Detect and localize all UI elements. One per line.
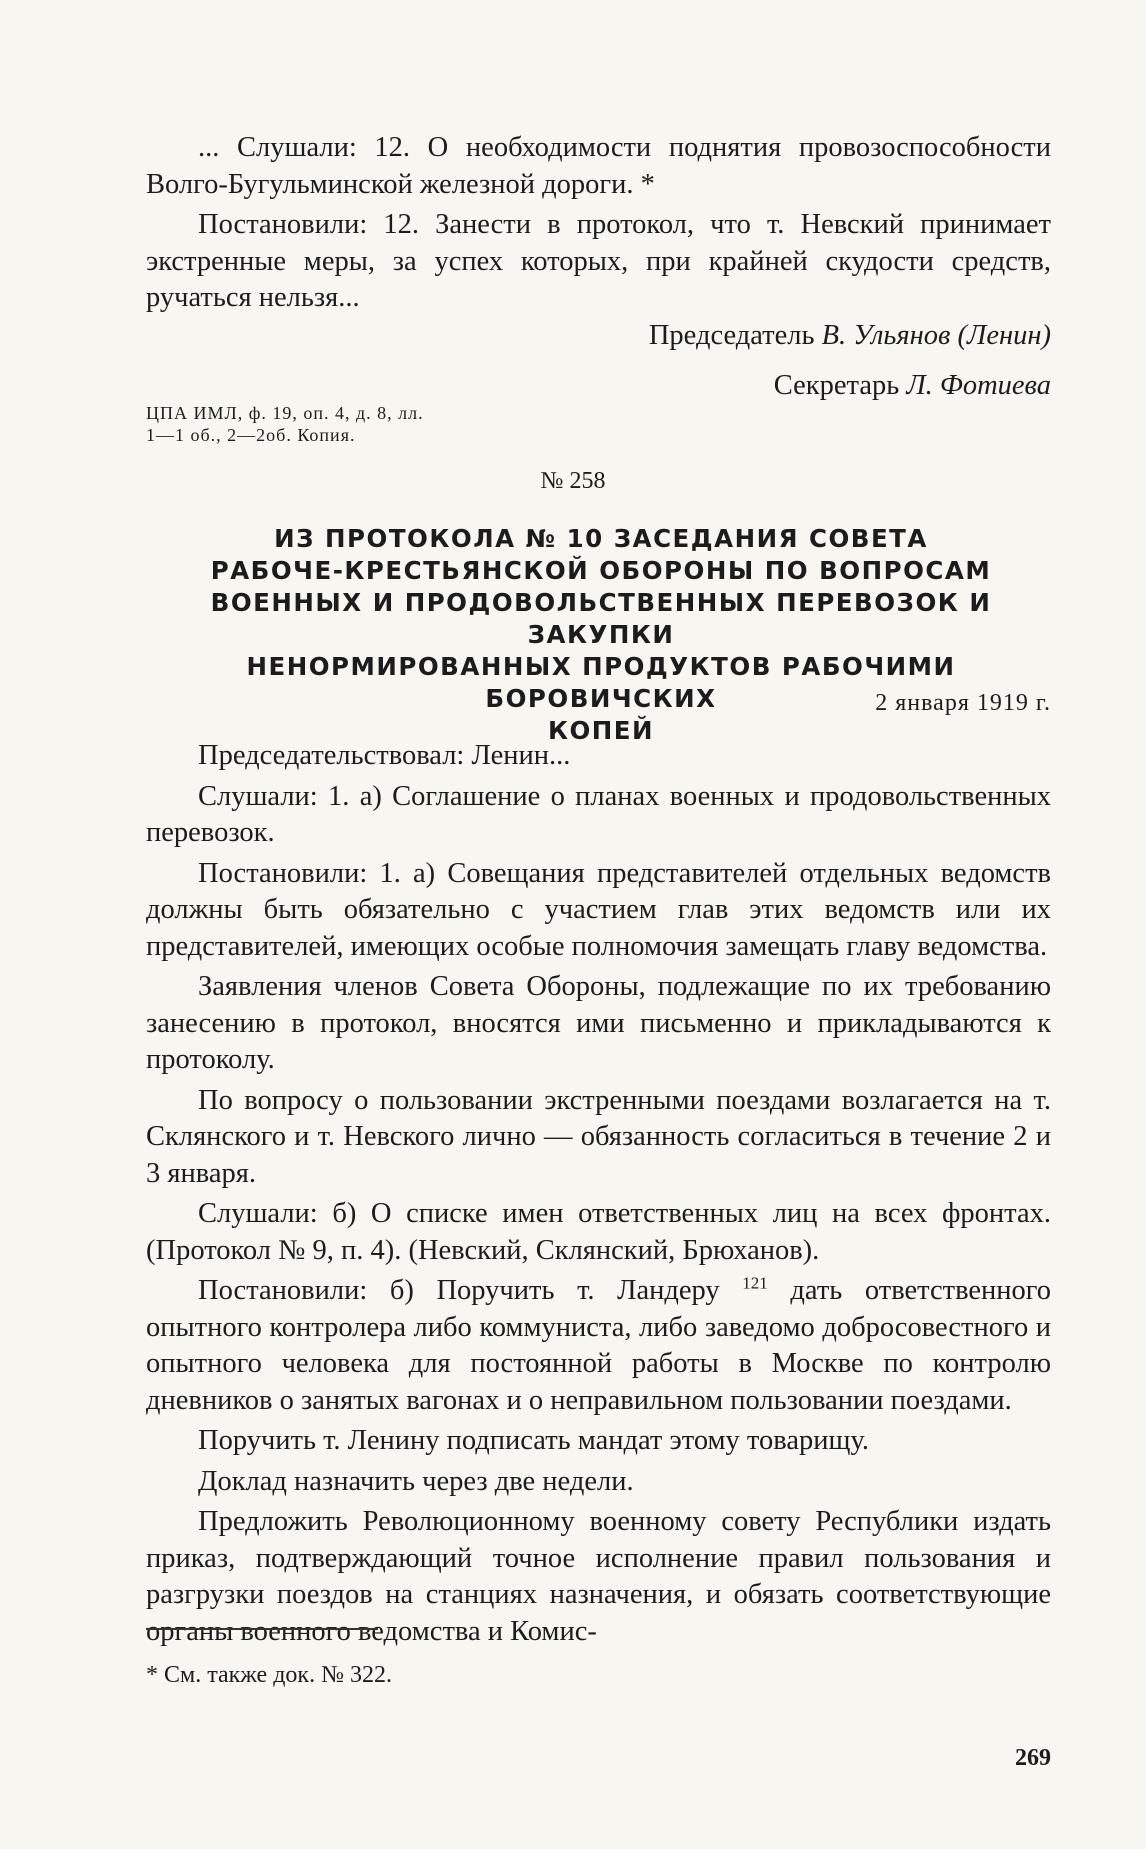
- paragraph-6: Слушали: б) О списке имен ответственных лиц на всех фронтах. (Протокол № 9, п. 4). (Невский, Склянский, Брюханов).: [146, 1198, 1051, 1266]
- secretary-signature: [774, 370, 1051, 402]
- document-date: 2 января 1919 г.: [875, 690, 1051, 716]
- footnote: * См. также док. № 322.: [146, 1662, 392, 1688]
- paragraph-3: Постановили: 1. а) Совещания представителей отдельных ведомств должны быть обязательно с участием глав этих ведомств или их представителей, имеющих особые полномочия замещать главу ведомства.: [146, 857, 1051, 962]
- paragraph-9: Доклад назначить через две недели.: [198, 1465, 634, 1497]
- paragraph-7-end: дать ответственного опытного контролера либо коммуниста, либо заведомо добросовестного и опытного человека для постоянной работы в Москве по контролю дневников о занятых вагонах и о неправильном пользовании поездами.: [146, 1275, 1051, 1416]
- paragraph-5: По вопросу о пользовании экстренными поездами возлагается на т. Склянского и т. Невского лично — обязанность согласиться в течение 2 и 3 января.: [146, 1084, 1051, 1189]
- page-number: 269: [1015, 1745, 1051, 1771]
- chairman-name: В. Ульянов (Ленин): [821, 320, 1051, 351]
- paragraph-4: Заявления членов Совета Обороны, подлежащие по их требованию занесению в протокол, вносятся ими письменно и прикладываются к протоколу.: [146, 971, 1051, 1075]
- top-text-block: [146, 130, 1051, 321]
- heading-line-4: НЕНОРМИРОВАННЫХ ПРОДУКТОВ РАБОЧИМИ БОРОВИЧСКИХ: [246, 652, 956, 713]
- archive-line-2: 1—1 об., 2—2об. Копия.: [146, 425, 356, 445]
- chairman-signature: [649, 320, 1051, 352]
- paragraph-2: Слушали: 1. а) Соглашение о планах военных и продовольственных перевозок.: [146, 780, 1051, 848]
- footnote-ref-121: 121: [742, 1273, 768, 1293]
- paragraph-top-1: ... Слушали: 12. О необходимости поднятия провозоспособности Волго-Бугульминской железной дороги. *: [146, 132, 1051, 200]
- archive-reference: [146, 402, 424, 446]
- heading-line-3: ВОЕННЫХ И ПРОДОВОЛЬСТВЕННЫХ ПЕРЕВОЗОК И ЗАКУПКИ: [210, 588, 992, 649]
- heading-line-5: КОПЕЙ: [547, 716, 655, 745]
- document-number: № 258: [540, 468, 606, 494]
- archive-line-1: ЦПА ИМЛ, ф. 19, оп. 4, д. 8, лл.: [146, 403, 424, 423]
- paragraph-8: Поручить т. Ленину подписать мандат этому товарищу.: [198, 1425, 869, 1456]
- heading-line-2: РАБОЧЕ-КРЕСТЬЯНСКОЙ ОБОРОНЫ ПО ВОПРОСАМ: [210, 556, 992, 585]
- secretary-label: Секретарь: [773, 370, 900, 401]
- paragraph-10: Предложить Революционному военному совету Республики издать приказ, подтверждающий точное исполнение правил пользования и разгрузки поездов на станциях назначения, и обязать соответствующие органы военного ведомства и Комис-: [146, 1506, 1051, 1647]
- chairman-label: Председатель: [648, 320, 815, 351]
- footnote-divider: [146, 1628, 378, 1630]
- secretary-name: Л. Фотиева: [906, 370, 1051, 401]
- paragraph-1: Председательствовал: Ленин...: [198, 740, 571, 771]
- paragraph-top-2: Постановили: 12. Занести в протокол, что т. Невский принимает экстренные меры, за успех которых, при крайней скудости средств, ручаться нельзя...: [146, 209, 1051, 313]
- paragraph-7: [146, 1273, 1051, 1419]
- body-text-block: [146, 738, 1051, 1654]
- heading-line-1: ИЗ ПРОТОКОЛА № 10 ЗАСЕДАНИЯ СОВЕТА: [274, 524, 928, 553]
- paragraph-7-start: Постановили: б) Поручить т. Ландеру: [198, 1275, 720, 1306]
